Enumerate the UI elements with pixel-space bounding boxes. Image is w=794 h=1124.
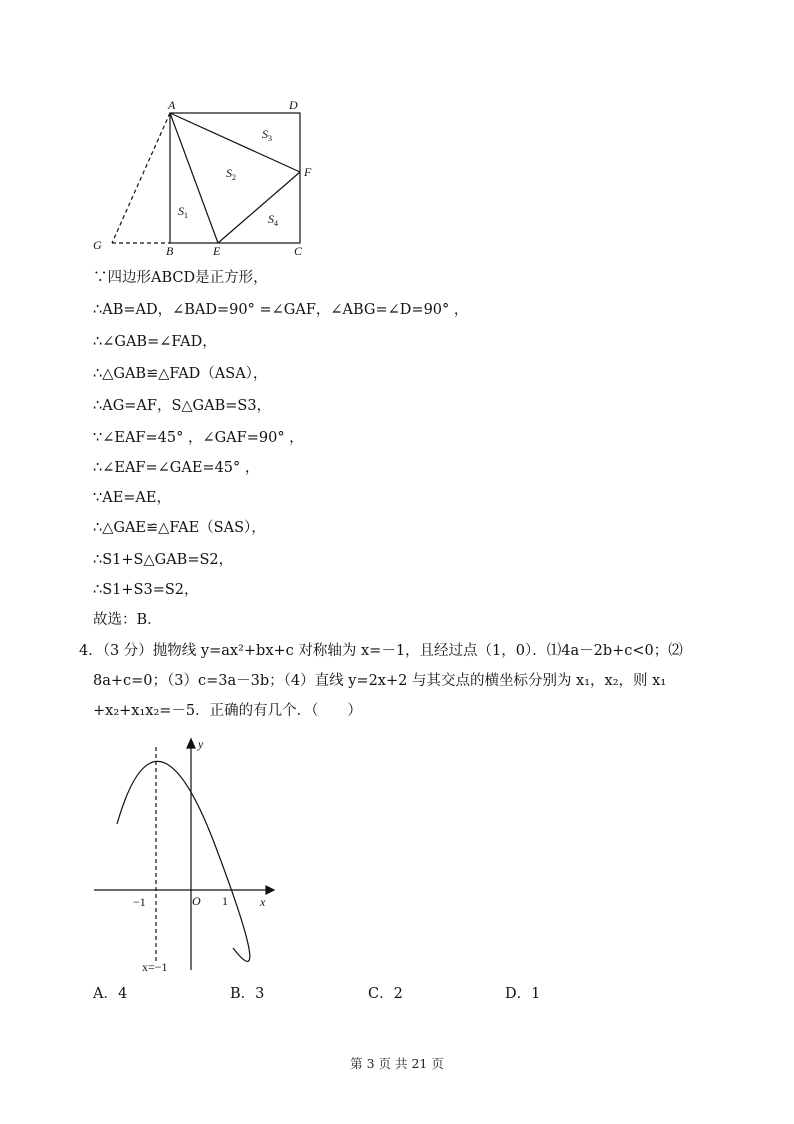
question-4-line-3: +x₂+x₁x₂=－5．正确的有几个．（ ） — [93, 703, 362, 719]
proof-line: ∴△GAE≌△FAE（SAS）， — [93, 520, 266, 536]
tick-label-neg1: −1 — [133, 895, 146, 909]
x-axis-label: x — [260, 895, 266, 909]
label-s1: $S_1$ — [178, 204, 188, 220]
proof-line: ∴S1+S△GAB=S2， — [93, 552, 234, 568]
x-axis-arrow — [266, 886, 274, 894]
question-4-line-2: 8a+c=0；（3）c=3a－3b；（4）直线 y=2x+2 与其交点的横坐标分别为 x₁，x₂，则 x₁ — [93, 673, 667, 689]
label-c: C — [294, 244, 303, 258]
label-a: A — [168, 98, 176, 112]
label-s4: $S_4$ — [268, 212, 278, 228]
y-axis-arrow — [187, 739, 195, 748]
segment-af — [170, 113, 300, 172]
label-b: B — [166, 244, 174, 258]
proof-line: ∴AG=AF，S△GAB=S3， — [93, 398, 272, 414]
tick-label-1: 1 — [222, 894, 228, 908]
proof-line: ∵AE=AE， — [93, 490, 171, 506]
proof-line: ∵四边形ABCD是正方形， — [93, 270, 268, 286]
proof-line: ∴AB=AD，∠BAD=90° =∠GAF，∠ABG=∠D=90° ， — [93, 302, 469, 318]
origin-label: O — [192, 894, 201, 908]
proof-line: ∴S1+S3=S2， — [93, 582, 199, 598]
option-d: D．1 — [505, 986, 541, 1002]
proof-line: 故选：B． — [93, 612, 162, 628]
y-axis-label: y — [198, 737, 204, 751]
proof-line: ∵∠EAF=45° ，∠GAF=90° ， — [93, 430, 304, 446]
dashed-segment-ag — [112, 113, 170, 243]
page-footer: 第 3 页 共 21 页 — [350, 1056, 444, 1071]
label-g: G — [93, 238, 102, 252]
proof-line: ∴∠GAB=∠FAD， — [93, 334, 217, 350]
parabola-curve — [117, 761, 250, 961]
option-c: C．2 — [368, 986, 403, 1002]
proof-line: ∴∠EAF=∠GAE=45° ， — [93, 460, 260, 476]
parabola-figure — [90, 735, 280, 975]
label-e: E — [213, 244, 221, 258]
option-a: A．4 — [93, 986, 128, 1002]
label-s3: $S_3$ — [262, 127, 272, 143]
symmetry-axis-label: x=−1 — [142, 960, 168, 974]
label-d: D — [289, 98, 298, 112]
proof-line: ∴△GAB≌△FAD（ASA）， — [93, 366, 268, 382]
question-4-line-1: 4．（3 分）抛物线 y=ax²+bx+c 对称轴为 x=－1，且经过点（1，0）．⑴4a－2b+c<0；⑵ — [79, 643, 683, 659]
option-b: B．3 — [230, 986, 265, 1002]
label-f: F — [304, 165, 312, 179]
segment-ae — [170, 113, 218, 243]
square-figure — [86, 92, 326, 258]
label-s2: $S_2$ — [226, 166, 236, 182]
segment-ef — [218, 172, 300, 243]
